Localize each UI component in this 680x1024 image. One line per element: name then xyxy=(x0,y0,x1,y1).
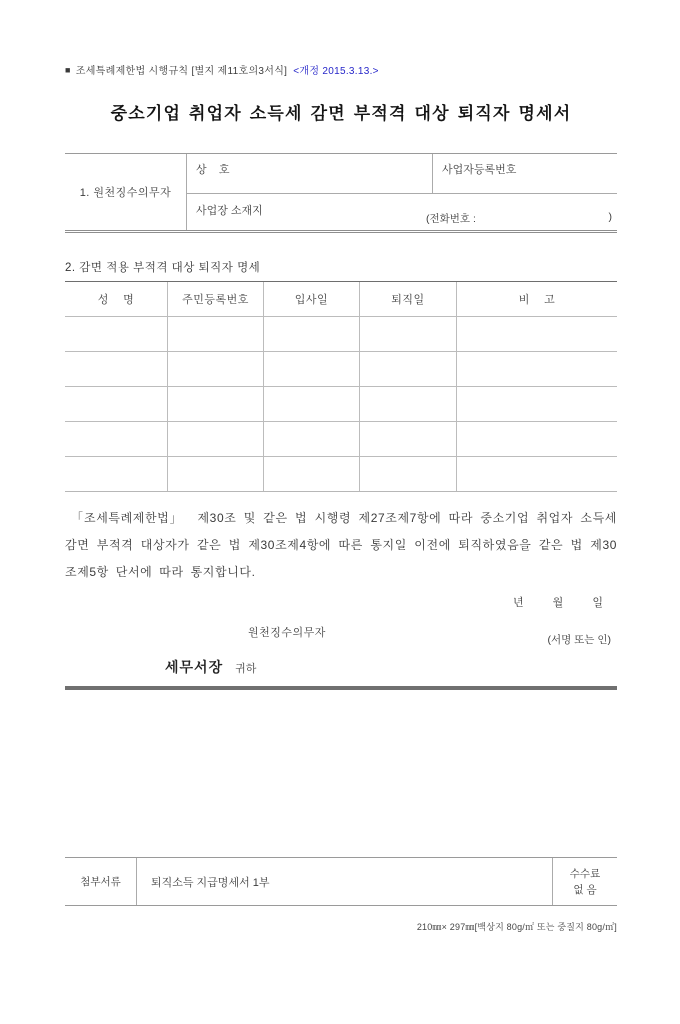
retiree-table-cell xyxy=(360,317,457,351)
phone-label: (전화번호 : xyxy=(426,213,476,225)
retiree-table-row xyxy=(65,351,617,386)
business-reg-no-field xyxy=(433,154,617,194)
retiree-table-cell xyxy=(457,317,617,351)
retiree-table-cell xyxy=(65,352,168,386)
retiree-table-cell xyxy=(264,317,360,351)
retiree-table-cell xyxy=(168,422,264,456)
retiree-table-header xyxy=(65,282,617,316)
phone-number-field xyxy=(426,211,612,226)
retiree-table-cell xyxy=(457,422,617,456)
workplace-address-field xyxy=(187,194,617,230)
retiree-table-row xyxy=(65,456,617,491)
phone-close-paren: ) xyxy=(608,211,612,223)
declaration-paragraph: 「조세특례제한법」 제30조 및 같은 법 시행령 제27조제7항에 따라 중소기업 취업자 소득세 감면 부적격 대상자가 같은 법 제30조제4항에 따른 통지일 이전에 퇴직하였음을 같은 법 제30조제5항 단서에 따라 통지합니다. xyxy=(65,511,624,579)
revision-note: <개정 2015.3.13.> xyxy=(293,66,379,77)
retiree-table-cell xyxy=(264,457,360,491)
attachment-document: 퇴직소득 지급명세서 1부 xyxy=(137,858,553,905)
business-reg-no-label: 사업자등록번호 xyxy=(442,164,517,176)
paper-spec-note: 210㎜× 297㎜[백상지 80g/㎡ 또는 중질지 80g/㎡] xyxy=(416,922,617,932)
retiree-table-row xyxy=(65,386,617,421)
retiree-table-cell xyxy=(264,387,360,421)
retiree-table-cell xyxy=(360,422,457,456)
document-content xyxy=(0,62,680,933)
retiree-table-cell xyxy=(457,352,617,386)
retiree-table-cell xyxy=(360,457,457,491)
signer-row xyxy=(65,624,617,646)
fee-label: 수수료 xyxy=(569,867,601,880)
page-title: 중소기업 취업자 소득세 감면 부적격 대상 퇴직자 명세서 xyxy=(110,104,572,123)
date-day-label: 일 xyxy=(592,597,603,609)
retiree-list-section-label: 2. 감면 적용 부적격 대상 퇴직자 명세 xyxy=(65,262,261,274)
retiree-table xyxy=(65,281,617,492)
col-header-hire-date: 입사일 xyxy=(264,282,360,316)
workplace-address-label: 사업장 소재지 xyxy=(196,205,263,217)
retiree-table-cell xyxy=(457,387,617,421)
double-rule xyxy=(65,230,617,233)
col-header-name: 성 명 xyxy=(65,282,168,316)
retiree-table-cell xyxy=(65,422,168,456)
withholding-agent-section-label: 1. 원천징수의무자 xyxy=(65,154,187,230)
recipient-suffix: 귀하 xyxy=(235,663,257,675)
retiree-table-cell xyxy=(168,317,264,351)
fee-value: 없 음 xyxy=(573,883,597,896)
col-header-retire-date: 퇴직일 xyxy=(360,282,457,316)
form-notice-text: 조세특례제한법 시행규칙 [별지 제11호의3서식] xyxy=(75,66,288,77)
form-notice-line xyxy=(65,62,617,77)
col-header-remarks: 비 고 xyxy=(518,294,556,306)
withholding-agent-table xyxy=(65,153,617,233)
attachment-label: 첨부서류 xyxy=(65,858,137,905)
recipient-label: 세무서장 xyxy=(165,659,224,675)
retiree-table-cell xyxy=(168,352,264,386)
retiree-table-cell xyxy=(168,457,264,491)
date-line xyxy=(65,594,617,610)
retiree-table-cell xyxy=(168,387,264,421)
retiree-table-cell xyxy=(264,422,360,456)
col-header-resident-reg-no: 주민등록번호 xyxy=(168,282,264,316)
date-month-label: 월 xyxy=(552,597,564,609)
retiree-table-cell xyxy=(264,352,360,386)
blank-space xyxy=(65,690,617,857)
sign-or-seal-note: (서명 또는 인) xyxy=(547,634,611,646)
recipient-row xyxy=(65,657,617,677)
retiree-table-cell xyxy=(457,457,617,491)
retiree-table-cell xyxy=(65,387,168,421)
date-year-label: 년 xyxy=(512,597,524,609)
square-bullet-icon: ■ xyxy=(65,65,71,75)
retiree-table-row xyxy=(65,421,617,456)
retiree-table-row xyxy=(65,316,617,351)
company-name-label: 상 호 xyxy=(196,164,230,176)
signer-label: 원천징수의무자 xyxy=(248,627,326,639)
company-name-field xyxy=(187,154,433,194)
retiree-table-cell xyxy=(65,457,168,491)
fee-cell xyxy=(553,858,617,905)
retiree-table-cell xyxy=(65,317,168,351)
retiree-table-cell xyxy=(360,352,457,386)
retiree-table-cell xyxy=(360,387,457,421)
attachment-table xyxy=(65,857,617,906)
form-page xyxy=(0,62,680,1024)
